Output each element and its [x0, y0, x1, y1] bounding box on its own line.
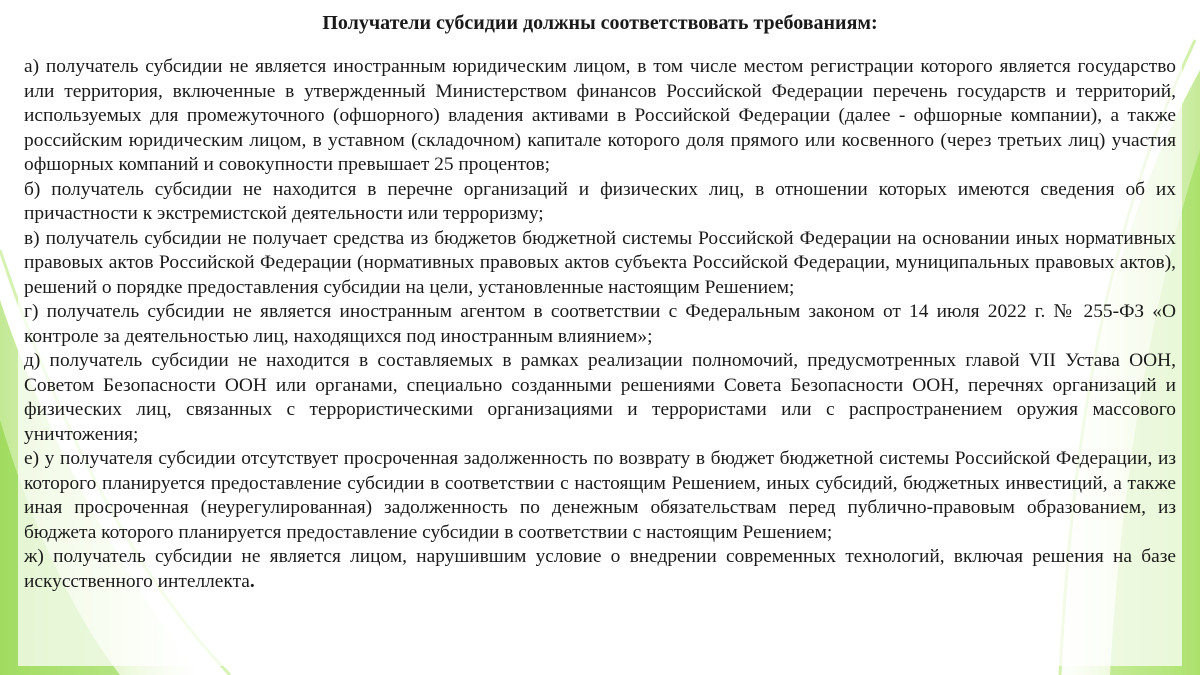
requirement-zh-text: ж) получатель субсидии не является лицом, нарушившим условие о внедрении современных технологий, включая решения на базе искусственного интеллекта: [24, 546, 1176, 592]
requirement-a: а) получатель субсидии не является иностранным юридическим лицом, в том числе местом регистрации которого является государство или территория, включенные в утвержденный Министерством финансов Российской Федерации перечень государств и территорий, используемых для промежуточного (офшорного) владения активами в Российской Федерации (далее - офшорные компании), а также российским юридическим лицом, в уставном (складочном) капитале которого доля прямого или косвенного (через третьих лиц) участия офшорных компаний и совокупности превышает 25 процентов;: [24, 56, 1176, 175]
requirement-e: е) у получателя субсидии отсутствует просроченная задолженность по возврату в бюджет бюджетной системы Российской Федерации, из которого планируется предоставление субсидии в соответствии с настоящим Решением, иных субсидий, бюджетных инвестиций, а также иная просроченная (неурегулированная) задолженность по денежным обязательствам перед публично-правовым образованием, из бюджета которого планируется предоставление субсидии в соответствии с настоящим Решением;: [24, 448, 1176, 543]
slide-title: Получатели субсидии должны соответствовать требованиям:: [322, 12, 878, 34]
requirement-v: в) получатель субсидии не получает средства из бюджетов бюджетной системы Российской Федерации на основании иных нормативных правовых актов Российской Федерации (нормативных правовых актов субъекта Российской Федерации, муниципальных правовых актов), решений о порядке предоставления субсидии на цели, установленные настоящим Решением;: [24, 227, 1176, 298]
requirement-d: д) получатель субсидии не находится в составляемых в рамках реализации полномочий, предусмотренных главой VII Устава ООН, Советом Безопасности ООН или органами, специально созданными решениями Совета Безопасности ООН, перечнях организаций и физических лиц, связанных с террористическими организациями и террористами или с распространением оружия массового уничтожения;: [24, 350, 1176, 445]
requirements-list: [24, 55, 1176, 594]
requirement-g: г) получатель субсидии не является иностранным агентом в соответствии с Федеральным законом от 14 июля 2022 г. № 255-ФЗ «О контроле за деятельностью лиц, находящихся под иностранным влиянием»;: [24, 301, 1176, 347]
requirement-zh-end: .: [249, 570, 255, 592]
requirement-b: б) получатель субсидии не находится в перечне организаций и физических лиц, в отношении которых имеются сведения об их причастности к экстремистской деятельности или терроризму;: [24, 178, 1176, 224]
requirement-zh: [24, 545, 1176, 594]
